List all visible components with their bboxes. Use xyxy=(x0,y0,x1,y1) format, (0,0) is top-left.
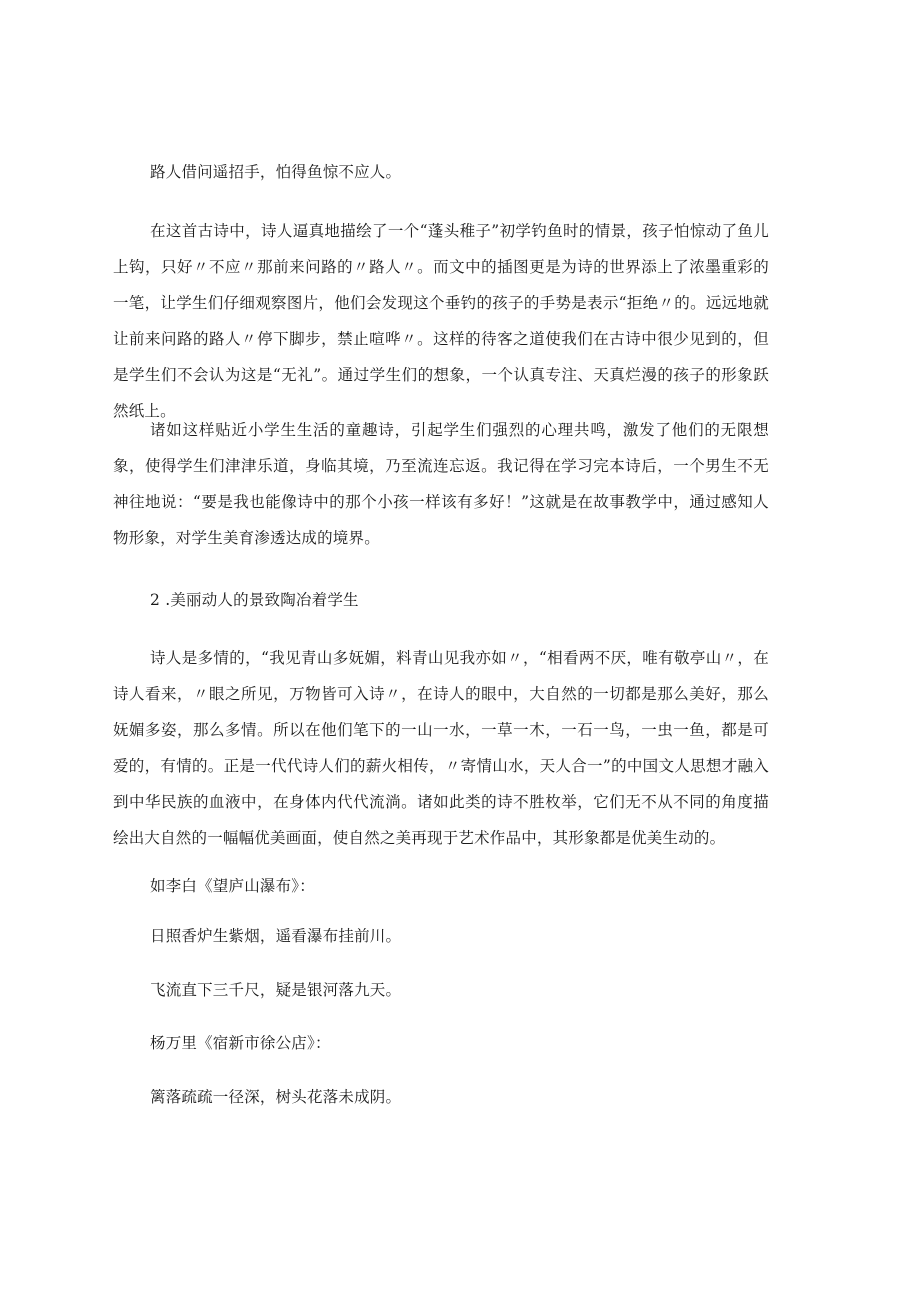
poem-line: 篱落疏疏一径深，树头花落未成阴。 xyxy=(150,1088,402,1106)
poem-line: 飞流直下三千尺，疑是银河落九天。 xyxy=(150,981,402,999)
example-intro-yangwanli: 杨万里《宿新市徐公店》： xyxy=(150,1034,331,1052)
poem-line: 日照香炉生紫烟，遥看瀑布挂前川。 xyxy=(150,927,402,945)
paragraph-poets-nature: 诗人是多情的，“我见青山多妩媚，料青山见我亦如〃，“相看两不厌，唯有敬亭山〃，在诗人看来，〃眼之所见，万物皆可入诗〃，在诗人的眼中，大自然的一切都是那么美好，那么妩媚多姿，那么多情。所以在他们笔下的一山一水，一草一木，一石一鸟，一虫一鱼，都是可爱的，有情的。正是一代代诗人们的薪火相传，〃寄情山水，天人合一”的中国文人思想才融入到中华民族的血液中，在身体内代代流淌。诸如此类的诗不胜枚举，它们无不从不同的角度描绘出大自然的一幅幅优美画面，使自然之美再现于艺术作品中，其形象都是优美生动的。 xyxy=(113,649,769,847)
section-heading: 2 .美丽动人的景致陶冶着学生 xyxy=(150,591,359,609)
paragraph-poem-analysis: 在这首古诗中，诗人逼真地描绘了一个“蓬头稚子”初学钓鱼时的情景，孩子怕惊动了鱼儿上钩，只好〃不应〃那前来问路的〃路人〃。而文中的插图更是为诗的世界添上了浓墨重彩的一笔，让学生们仔细观察图片，他们会发现这个垂钓的孩子的手势是表示“拒绝〃的。远远地就让前来问路的路人〃停下脚步，禁止喧哗〃。这样的待客之道使我们在古诗中很少见到的，但是学生们不会认为这是“无礼”。通过学生们的想象，一个认真专注、天真烂漫的孩子的形象跃然纸上。 xyxy=(113,222,769,420)
example-intro-libai: 如李白《望庐山瀑布》： xyxy=(150,877,315,895)
paragraph-children-poems: 诸如这样贴近小学生生活的童趣诗，引起学生们强烈的心理共鸣，激发了他们的无限想象，使得学生们津津乐道，身临其境，乃至流连忘返。我记得在学习完本诗后，一个男生不无神往地说：“要是我也能像诗中的那个小孩一样该有多好！”这就是在故事教学中，通过感知人物形象，对学生美育渗透达成的境界。 xyxy=(113,421,769,547)
poem-line: 路人借问遥招手，怕得鱼惊不应人。 xyxy=(150,163,402,181)
